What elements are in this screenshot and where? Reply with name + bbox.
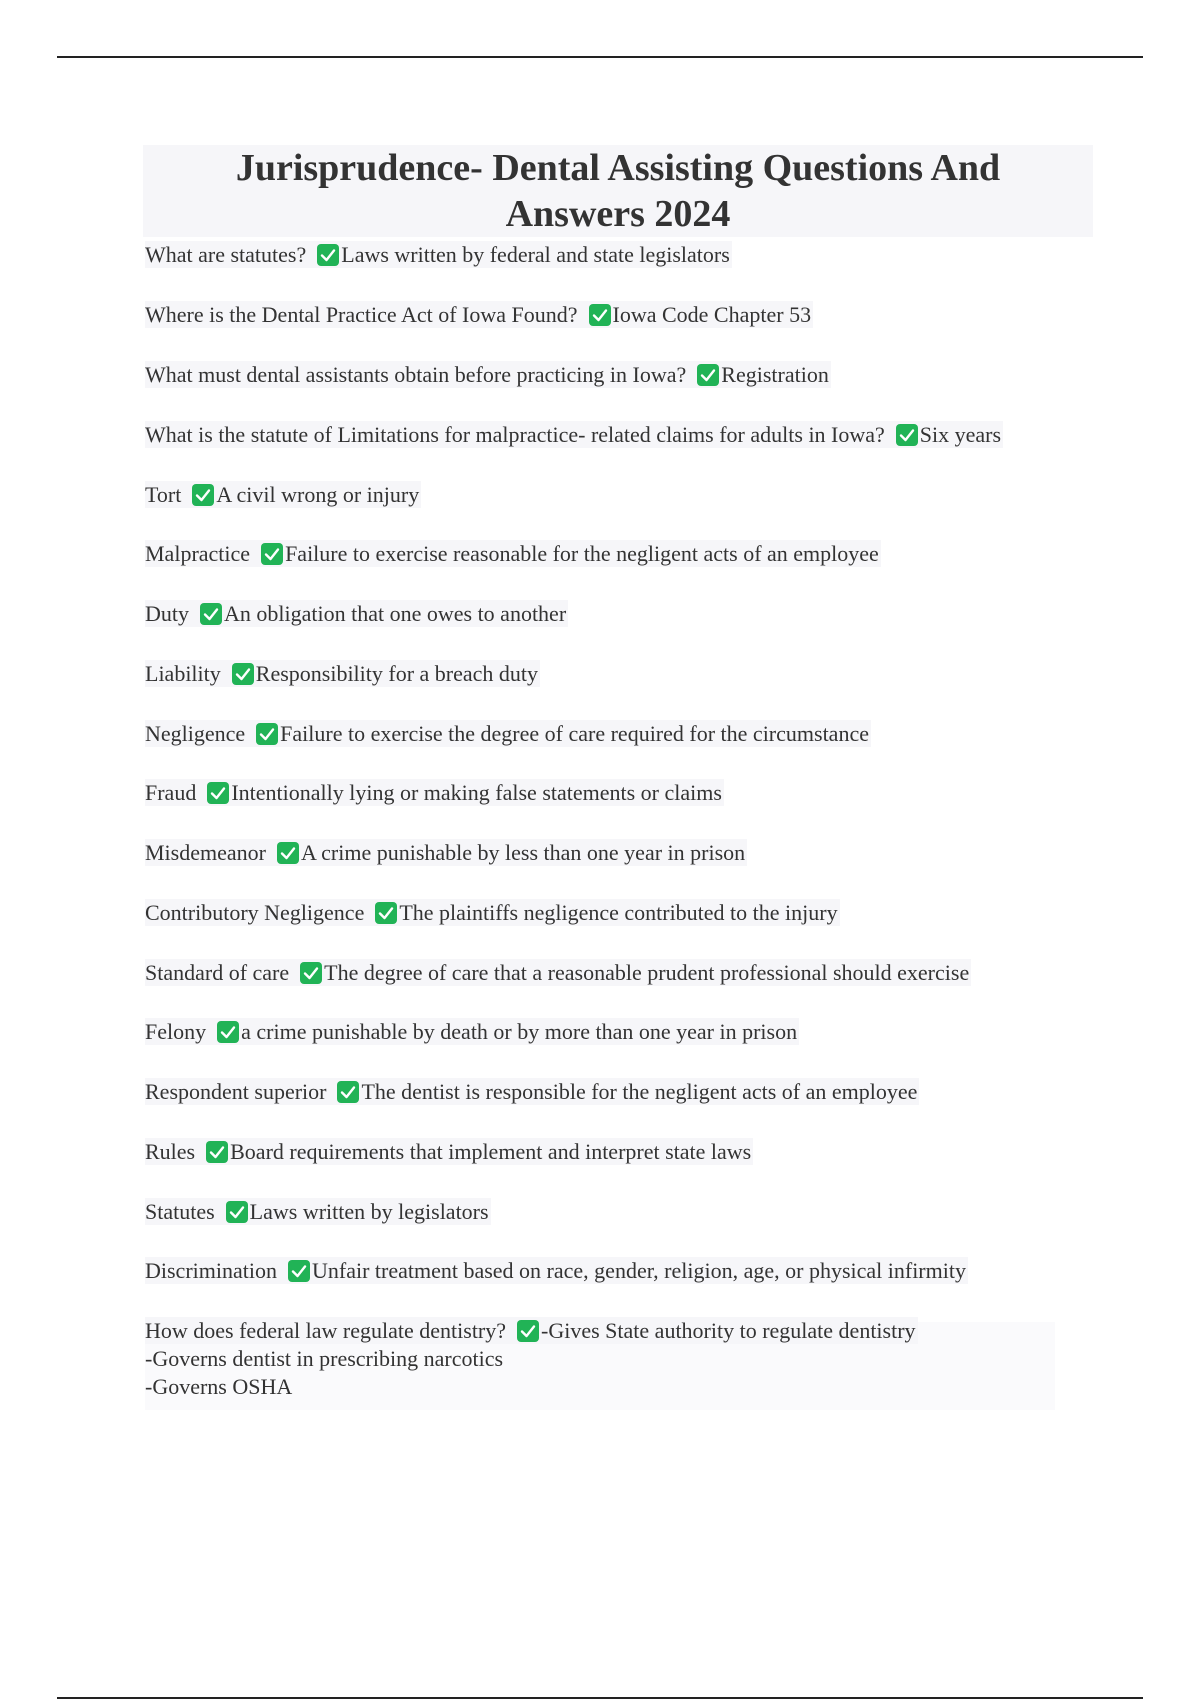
answer: Unfair treatment based on race, gender, religion, age, or physical infirmity (311, 1258, 966, 1283)
check-square-icon (300, 962, 322, 984)
question: How does federal law regulate dentistry? (145, 1318, 507, 1343)
answer: The dentist is responsible for the negligent acts of an employee (361, 1079, 918, 1104)
qa-item (145, 839, 747, 867)
qa-item (145, 899, 840, 927)
answer: a crime punishable by death or by more than one year in prison (241, 1019, 798, 1044)
check-square-icon (277, 842, 299, 864)
question: Contributory Negligence (145, 900, 365, 925)
qa-item (145, 1018, 799, 1046)
answer: Failure to exercise the degree of care required for the circumstance (280, 721, 869, 746)
answer-line-2: -Governs dentist in prescribing narcotics (145, 1346, 504, 1371)
answer: A crime punishable by less than one year in prison (300, 840, 746, 865)
answer: The plaintiffs negligence contributed to the injury (399, 900, 838, 925)
answer-line-3: -Governs OSHA (145, 1374, 293, 1399)
check-square-icon (896, 424, 918, 446)
question: Rules (145, 1139, 196, 1164)
question: Malpractice (145, 541, 251, 566)
check-square-icon (192, 484, 214, 506)
check-square-icon (375, 902, 397, 924)
check-square-icon (517, 1320, 539, 1342)
answer: -Gives State authority to regulate dentistry (541, 1318, 916, 1343)
check-square-icon (232, 663, 254, 685)
qa-item (145, 720, 871, 748)
answer: Failure to exercise reasonable for the negligent acts of an employee (285, 541, 879, 566)
check-square-icon (200, 603, 222, 625)
question: Discrimination (145, 1258, 277, 1283)
question: What is the statute of Limitations for malpractice- related claims for adults in Iowa? (145, 422, 885, 447)
check-square-icon (317, 244, 339, 266)
qa-item (145, 361, 831, 389)
question: What must dental assistants obtain before practicing in Iowa? (145, 362, 687, 387)
answer: Registration (721, 362, 829, 387)
qa-item (145, 1198, 491, 1226)
question: Liability (145, 661, 221, 686)
bottom-rule (57, 1697, 1143, 1699)
question: Standard of care (145, 960, 290, 985)
answer: Six years (919, 422, 1002, 447)
answer: The degree of care that a reasonable prudent professional should exercise (324, 960, 970, 985)
answer: Laws written by legislators (249, 1199, 489, 1224)
qa-item (145, 660, 540, 688)
check-square-icon (288, 1260, 310, 1282)
answer: An obligation that one owes to another (224, 601, 567, 626)
question: Fraud (145, 780, 197, 805)
qa-item (145, 1078, 919, 1106)
answer: Responsibility for a breach duty (255, 661, 539, 686)
question: Respondent superior (145, 1079, 327, 1104)
qa-item (145, 540, 881, 568)
document-title (143, 145, 1093, 237)
title-line-2: Answers 2024 (505, 193, 731, 235)
question: Misdemeanor (145, 840, 266, 865)
answer: Iowa Code Chapter 53 (612, 302, 812, 327)
check-square-icon (226, 1201, 248, 1223)
question: Felony (145, 1019, 207, 1044)
check-square-icon (217, 1021, 239, 1043)
qa-item (145, 1317, 918, 1401)
check-square-icon (207, 782, 229, 804)
answer: Intentionally lying or making false statements or claims (231, 780, 722, 805)
check-square-icon (337, 1081, 359, 1103)
answer: Board requirements that implement and interpret state laws (230, 1139, 752, 1164)
question: What are statutes? (145, 242, 307, 267)
qa-item (145, 301, 813, 329)
qa-item (145, 1257, 968, 1285)
check-square-icon (256, 723, 278, 745)
answer: A civil wrong or injury (216, 482, 420, 507)
question: Where is the Dental Practice Act of Iowa Found? (145, 302, 578, 327)
title-block (143, 145, 1093, 237)
check-square-icon (589, 304, 611, 326)
question: Negligence (145, 721, 246, 746)
qa-item (145, 959, 971, 987)
title-line-1: Jurisprudence- Dental Assisting Questions And (235, 147, 1001, 189)
qa-item (145, 481, 421, 509)
check-square-icon (697, 364, 719, 386)
answer: Laws written by federal and state legislators (341, 242, 730, 267)
qa-item (145, 241, 732, 269)
top-rule (57, 56, 1143, 58)
question: Statutes (145, 1199, 215, 1224)
check-square-icon (206, 1141, 228, 1163)
qa-item (145, 1138, 753, 1166)
qa-item (145, 600, 568, 628)
qa-item (145, 421, 1003, 449)
question: Tort (145, 482, 182, 507)
qa-item (145, 779, 724, 807)
question: Duty (145, 601, 189, 626)
check-square-icon (261, 543, 283, 565)
